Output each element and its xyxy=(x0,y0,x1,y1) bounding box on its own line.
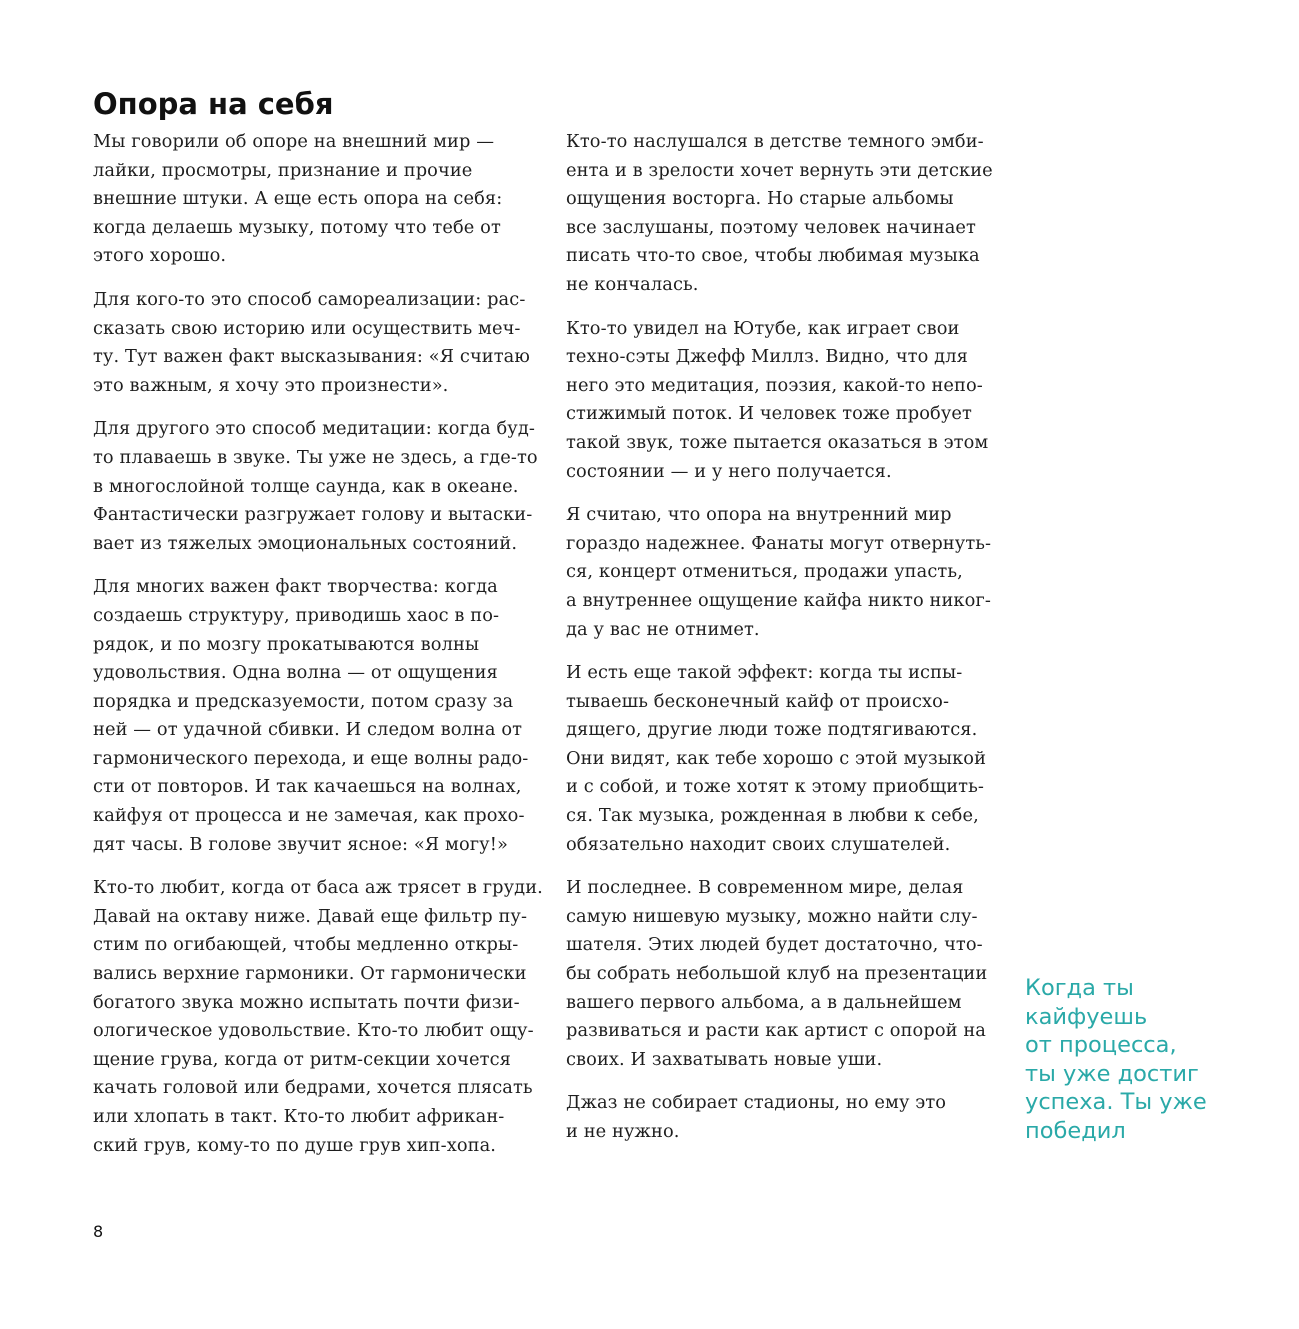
text-line: внешние штуки. А еще есть опора на себя: xyxy=(93,188,503,210)
text-line: рядок, и по мозгу прокатываются волны xyxy=(93,633,480,655)
paragraph xyxy=(93,415,543,558)
text-line: ся. Так музыка, рожденная в любви к себе, xyxy=(566,805,979,827)
text-line: в многослойной толще саунда, как в океане. xyxy=(93,475,519,497)
text-line: качать головой или бедрами, хочется плясать xyxy=(93,1077,533,1099)
paragraph xyxy=(93,874,543,1160)
text-line: кайфуя от процесса и не замечая, как прохо- xyxy=(93,805,525,827)
page-number: 8 xyxy=(93,1222,104,1241)
text-line: дящего, другие люди тоже подтягиваются. xyxy=(566,719,978,741)
text-line: бы собрать небольшой клуб на презентации xyxy=(566,963,988,985)
text-column-left xyxy=(93,128,543,1175)
text-line: Фантастически разгружает голову и вытаски- xyxy=(93,504,533,526)
text-line: сказать свою историю или осуществить меч- xyxy=(93,317,521,339)
text-line: развиваться и расти как артист с опорой на xyxy=(566,1020,987,1042)
text-line: да у вас не отнимет. xyxy=(566,618,760,640)
text-line: или хлопать в такт. Кто-то любит африкан- xyxy=(93,1106,505,1127)
paragraph xyxy=(566,874,993,1074)
paragraph xyxy=(566,128,993,300)
paragraph xyxy=(566,659,993,859)
text-line: стим по огибающей, чтобы медленно откры- xyxy=(93,934,519,956)
text-line: дят часы. В голове звучит ясное: «Я могу!» xyxy=(93,833,508,855)
pull-quote xyxy=(1025,974,1207,1146)
text-line: этого хорошо. xyxy=(93,245,227,267)
paragraph xyxy=(93,128,543,271)
text-line: а внутреннее ощущение кайфа никто никог- xyxy=(566,589,991,611)
pull-quote-line: Когда ты xyxy=(1025,975,1134,1001)
text-line: то плаваешь в звуке. Ты уже не здесь, а где-то xyxy=(93,446,538,468)
text-line: Кто-то увидел на Ютубе, как играет свои xyxy=(566,317,960,339)
pull-quote-line: победил xyxy=(1025,1117,1126,1144)
text-line: лайки, просмотры, признание и прочие xyxy=(93,159,473,181)
paragraph xyxy=(566,501,993,644)
text-line: когда делаешь музыку, потому что тебе от xyxy=(93,216,501,238)
text-line: вает из тяжелых эмоциональных состояний. xyxy=(93,532,518,554)
text-line: Джаз не собирает стадионы, но ему это xyxy=(566,1092,947,1114)
text-line: все заслушаны, поэтому человек начинает xyxy=(566,216,976,238)
text-line: и с собой, и тоже хотят к этому приобщить- xyxy=(566,776,985,798)
text-line: такой звук, тоже пытается оказаться в этом xyxy=(566,431,989,453)
paragraph xyxy=(566,315,993,487)
text-line: самую нишевую музыку, можно найти слу- xyxy=(566,905,978,927)
text-line: сти от повторов. И так качаешься на волнах, xyxy=(93,776,522,798)
text-line: создаешь структуру, приводишь хаос в по- xyxy=(93,604,500,626)
text-line: Для другого это способ медитации: когда буд- xyxy=(93,418,536,440)
text-line: гармонического перехода, и еще волны радо- xyxy=(93,747,529,769)
text-line: ощущения восторга. Но старые альбомы xyxy=(566,188,954,210)
text-line: ский грув, кому-то по душе грув хип-хопа. xyxy=(93,1134,497,1156)
paragraph xyxy=(566,1089,993,1146)
text-line: ту. Тут важен факт высказывания: «Я считаю xyxy=(93,346,530,368)
text-column-right xyxy=(566,128,993,1162)
text-line: стижимый поток. И человек тоже пробует xyxy=(566,403,972,425)
text-line: богатого звука можно испытать почти физи- xyxy=(93,991,520,1013)
text-line: шателя. Этих людей будет достаточно, что- xyxy=(566,934,983,956)
text-line: писать что-то свое, чтобы любимая музыка xyxy=(566,245,980,267)
page-title: Опора на себя xyxy=(93,87,334,121)
text-line: техно-сэты Джефф Миллз. Видно, что для xyxy=(566,346,968,368)
text-line: Давай на октаву ниже. Давай еще фильтр пу- xyxy=(93,905,528,927)
pull-quote-line: кайфуешь xyxy=(1025,1003,1148,1030)
text-line: щение грува, когда от ритм-секции хочется xyxy=(93,1048,511,1070)
paragraph xyxy=(93,286,543,400)
text-line: тываешь бесконечный кайф от происхо- xyxy=(566,690,950,712)
text-line: вались верхние гармоники. От гармонически xyxy=(93,963,527,985)
pull-quote-line: успеха. Ты уже xyxy=(1025,1089,1207,1116)
text-line: порядка и предсказуемости, потом сразу за xyxy=(93,690,514,712)
text-line: Для многих важен факт творчества: когда xyxy=(93,576,498,598)
text-line: гораздо надежнее. Фанаты могут отвернуть- xyxy=(566,532,992,554)
text-line: Я считаю, что опора на внутренний мир xyxy=(566,504,952,526)
paragraph xyxy=(93,573,543,859)
text-line: Для кого-то это способ самореализации: рас- xyxy=(93,288,526,310)
text-line: ента и в зрелости хочет вернуть эти детские xyxy=(566,159,993,181)
text-line: состоянии — и у него получается. xyxy=(566,460,892,482)
text-line: вашего первого альбома, а в дальнейшем xyxy=(566,991,962,1013)
text-line: Мы говорили об опоре на внешний мир — xyxy=(93,131,495,152)
text-line: своих. И захватывать новые уши. xyxy=(566,1048,883,1070)
text-line: Кто-то любит, когда от баса аж трясет в груди. xyxy=(93,877,543,899)
text-line: Кто-то наслушался в детстве темного эмби- xyxy=(566,131,984,152)
text-line: ологическое удовольствие. Кто-то любит ощу- xyxy=(93,1020,534,1042)
text-line: ся, концерт отмениться, продажи упасть, xyxy=(566,561,963,583)
text-line: удовольствия. Одна волна — от ощущения xyxy=(93,662,498,684)
pull-quote-line: от процесса, xyxy=(1025,1032,1177,1059)
text-line: ней — от удачной сбивки. И следом волна от xyxy=(93,719,523,741)
text-line: и не нужно. xyxy=(566,1121,680,1142)
text-line: обязательно находит своих слушателей. xyxy=(566,833,951,855)
text-line: Они видят, как тебе хорошо с этой музыкой xyxy=(566,747,987,769)
text-line: И есть еще такой эффект: когда ты испы- xyxy=(566,662,963,684)
text-line: не кончалась. xyxy=(566,273,699,295)
pull-quote-line: ты уже достиг xyxy=(1025,1060,1199,1087)
text-line: И последнее. В современном мире, делая xyxy=(566,877,964,899)
text-line: это важным, я хочу это произнести». xyxy=(93,374,449,396)
text-line: него это медитация, поэзия, какой-то непо- xyxy=(566,374,983,396)
